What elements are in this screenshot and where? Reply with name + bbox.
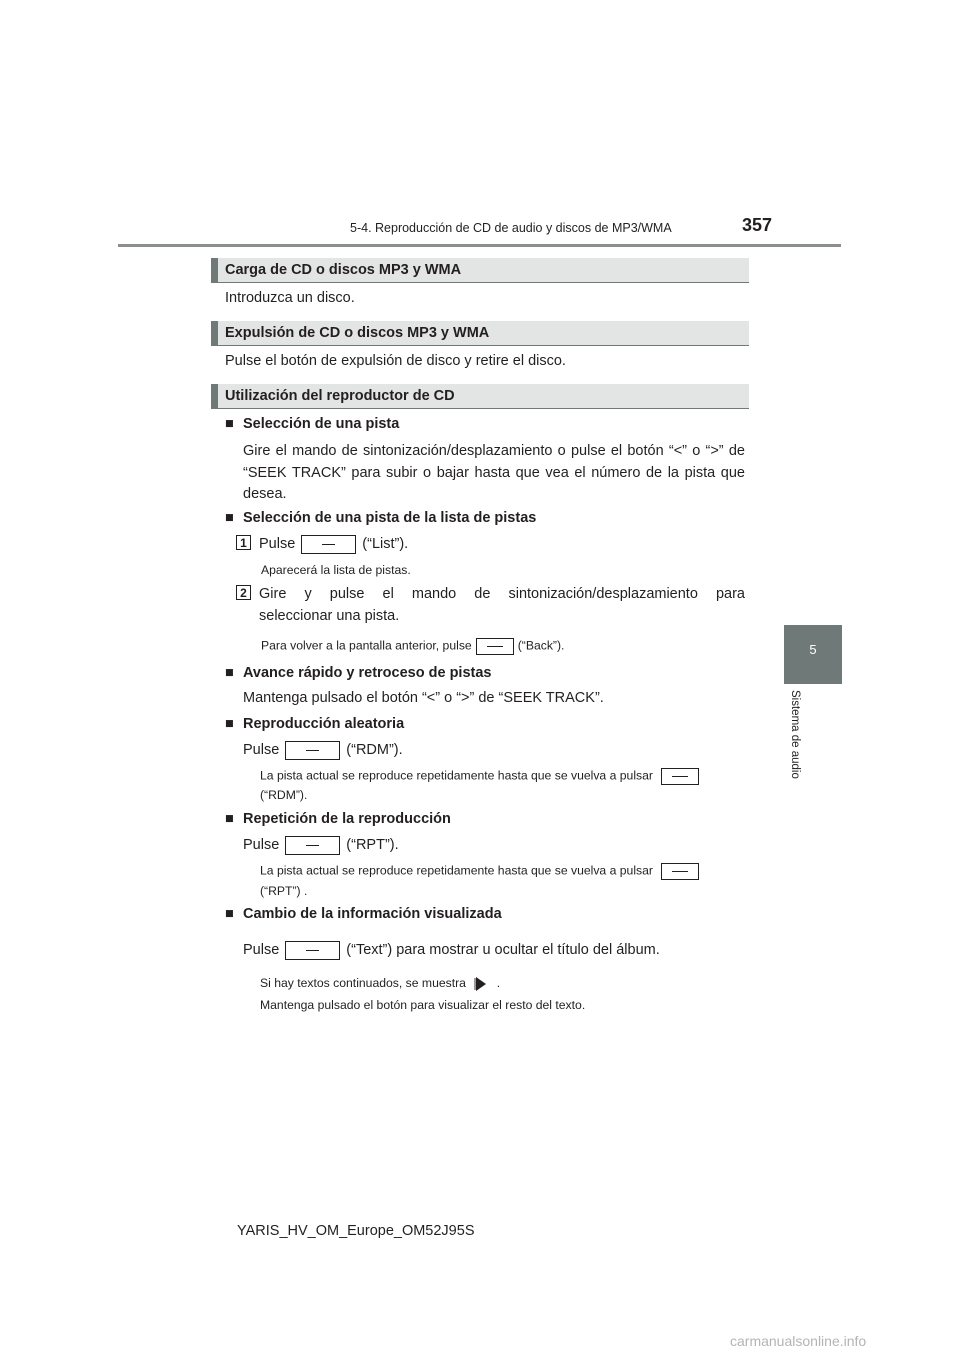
subheading-fast-forward: Avance rápido y retroceso de pistas [243,665,492,681]
bullet-icon: ■ [225,716,234,732]
subheading-list-select: Selección de una pista de la lista de pistas [243,510,537,526]
fast-forward-text: Mantenga pulsado el botón “<” o “>” de “SEEK TRACK”. [243,690,604,706]
rdm-button-icon [285,741,340,760]
list-step-2-line2: seleccionar una pista. [259,608,400,624]
random-instruction: Pulse (“RDM”). [243,742,403,758]
bullet-icon: ■ [225,665,234,681]
chapter-label: Sistema de audio [789,690,801,779]
list-step-2-note: Para volver a la pantalla anterior, pulse (“Back”). [261,638,564,655]
text-button-icon [285,941,340,960]
track-select-text: Gire el mando de sintonización/desplazamiento o pulse el botón “<” o “>” de “SEEK TRACK” para subir o bajar hasta que vea el número de la pista que desea. [243,443,745,502]
section-heading-cd-player: Utilización del reproductor de CD [211,384,749,409]
subheading-repeat: Repetición de la reproducción [243,811,451,827]
header-divider [118,244,841,247]
bullet-icon: ■ [225,510,234,526]
random-note-line1: La pista actual se reproduce repetidamente hasta que se vuelva a pulsar [260,768,703,785]
chapter-number: 5 [809,642,817,657]
running-header: 5-4. Reproducción de CD de audio y discos de MP3/WMA [350,221,672,235]
step-number-1: 1 [236,535,251,550]
display-change-instruction: Pulse (“Text”) para mostrar u ocultar el título del álbum. [243,942,660,958]
subheading-display-change: Cambio de la información visualizada [243,906,502,922]
bullet-icon: ■ [225,416,234,432]
watermark: carmanualsonline.info [730,1333,867,1349]
document-footer: YARIS_HV_OM_Europe_OM52J95S [237,1223,475,1239]
section-heading-eject: Expulsión de CD o discos MP3 y WMA [211,321,749,346]
eject-instruction: Pulse el botón de expulsión de disco y retire el disco. [225,353,566,369]
step-number-2: 2 [236,585,251,600]
page-number: 357 [742,215,773,235]
repeat-note-line1: La pista actual se reproduce repetidamente hasta que se vuelva a pulsar [260,863,703,880]
subheading-track-select: Selección de una pista [243,416,400,432]
repeat-note-line2: (“RPT”) . [260,884,308,898]
list-step-1: Pulse (“List”). [259,536,409,552]
list-step-1-note: Aparecerá la lista de pistas. [261,563,411,577]
rpt-button-icon [661,863,699,880]
bullet-icon: ■ [225,906,234,922]
repeat-instruction: Pulse (“RPT”). [243,837,399,853]
rdm-button-icon [661,768,699,785]
section-heading-load: Carga de CD o discos MP3 y WMA [211,258,749,283]
rpt-button-icon [285,836,340,855]
display-note-2: Mantenga pulsado el botón para visualizar el resto del texto. [260,998,586,1012]
display-note-1: Si hay textos continuados, se muestra . [260,975,500,993]
continue-arrow-icon [473,975,489,993]
subheading-random: Reproducción aleatoria [243,716,405,732]
random-note-line2: (“RDM”). [260,788,308,802]
bullet-icon: ■ [225,811,234,827]
list-button-icon [301,535,356,554]
load-instruction: Introduzca un disco. [225,290,355,306]
back-button-icon [476,638,514,655]
list-step-2-line1: Gire y pulse el mando de sintonización/desplazamiento para [259,586,745,602]
